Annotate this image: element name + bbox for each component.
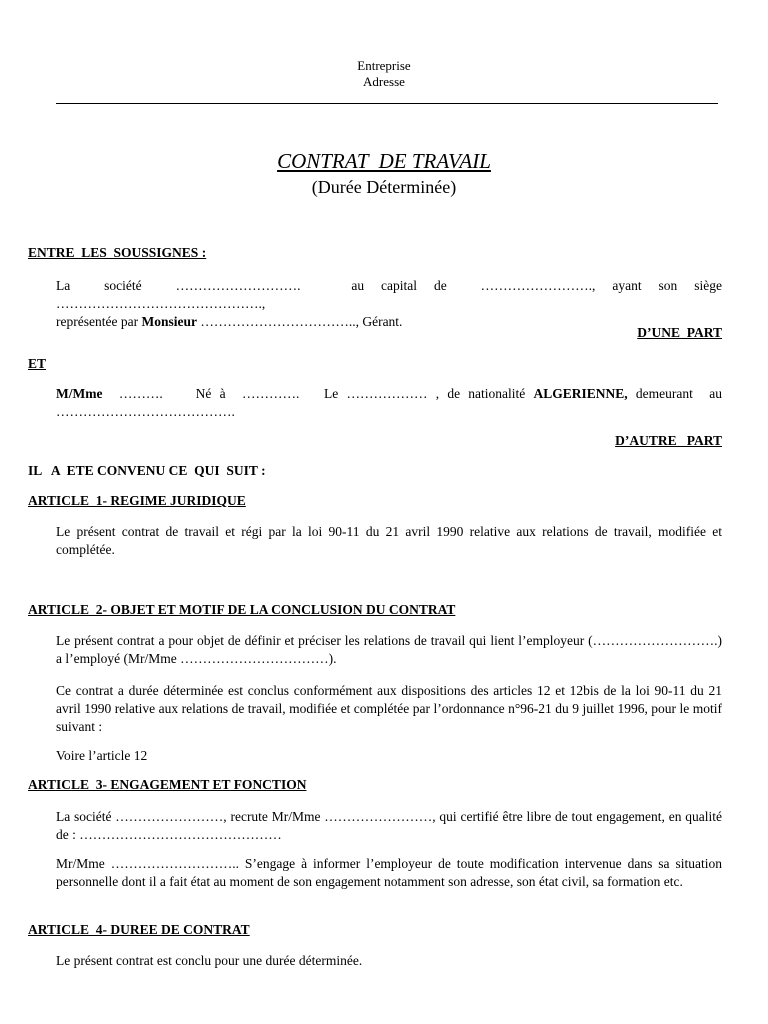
article4-heading: ARTICLE 4- DUREE DE CONTRAT xyxy=(28,922,250,937)
nationality-value: ALGERIENNE, xyxy=(533,386,628,401)
article2-paragraph1: Le présent contrat a pour objet de définir et préciser les relations de travail qui lient l’employeur (……………………….) a l’employé (Mr/Mme ……………………………). xyxy=(56,633,722,666)
company-name: Entreprise xyxy=(357,58,411,73)
autre-part-label: D’AUTRE PART xyxy=(615,433,722,448)
party-two-paragraph xyxy=(56,385,726,421)
article3-paragraph1: La société ……………………, recrute Mr/Mme ……………………, qui certifié être libre de tout engagement, en qualité de : ……………………………………… xyxy=(56,809,722,842)
party-one-line2a: représentée par xyxy=(56,314,142,329)
convenu-heading: IL A ETE CONVENU CE QUI SUIT : xyxy=(28,463,266,478)
party-one-paragraph xyxy=(56,277,729,331)
article2-heading: ARTICLE 2- OBJET ET MOTIF DE LA CONCLUSION DU CONTRAT xyxy=(28,602,456,617)
entre-heading: ENTRE LES SOUSSIGNES : xyxy=(28,245,207,260)
article2-paragraph2: Ce contrat a durée déterminée est conclus conformément aux dispositions des articles 12 et 12bis de la loi 90-11 du 21 avril 1990 relative aux relations de travail, modifiée et complétée par l’ordonnance n°96-21 du 9 juillet 1996, pour le motif suivant : xyxy=(56,683,722,734)
article3-paragraph2: Mr/Mme ……………………….. S’engage à informer l’employeur de toute modification intervenue dans sa situation personnelle dont il a fait état au moment de son engagement notamment son adresse, son état civil, sa formation etc. xyxy=(56,856,722,889)
article1-text: Le présent contrat de travail et régi par la loi 90-11 du 21 avril 1990 relative aux relations de travail, modifiée et complétée. xyxy=(56,524,722,557)
company-header xyxy=(0,58,768,90)
une-part-label: D’UNE PART xyxy=(637,325,722,340)
party-one-line2b: …………………………….., Gérant. xyxy=(196,314,403,329)
monsieur-label: Monsieur xyxy=(141,314,197,329)
article4-text: Le présent contrat est conclu pour une durée déterminée. xyxy=(56,953,363,968)
party-one-line1: La société ………………………. au capital de ……………………., ayant son siège ………………………………………., xyxy=(56,278,729,311)
party-two-text-a: ………. Né à …………. Le ……………… , de nationalité xyxy=(102,386,534,401)
contract-title: CONTRAT DE TRAVAIL xyxy=(277,149,491,173)
party-two-text-b: demeurant au …………………………………. xyxy=(56,386,726,419)
et-label: ET xyxy=(28,356,47,371)
mme-label: M/Mme xyxy=(56,386,103,401)
company-address: Adresse xyxy=(363,74,405,89)
article3-heading: ARTICLE 3- ENGAGEMENT ET FONCTION xyxy=(28,777,307,792)
article2-paragraph3: Voire l’article 12 xyxy=(56,748,148,763)
header-divider xyxy=(56,103,718,104)
article1-heading: ARTICLE 1- REGIME JURIDIQUE xyxy=(28,493,246,508)
contract-subtitle: (Durée Déterminée) xyxy=(311,177,457,197)
